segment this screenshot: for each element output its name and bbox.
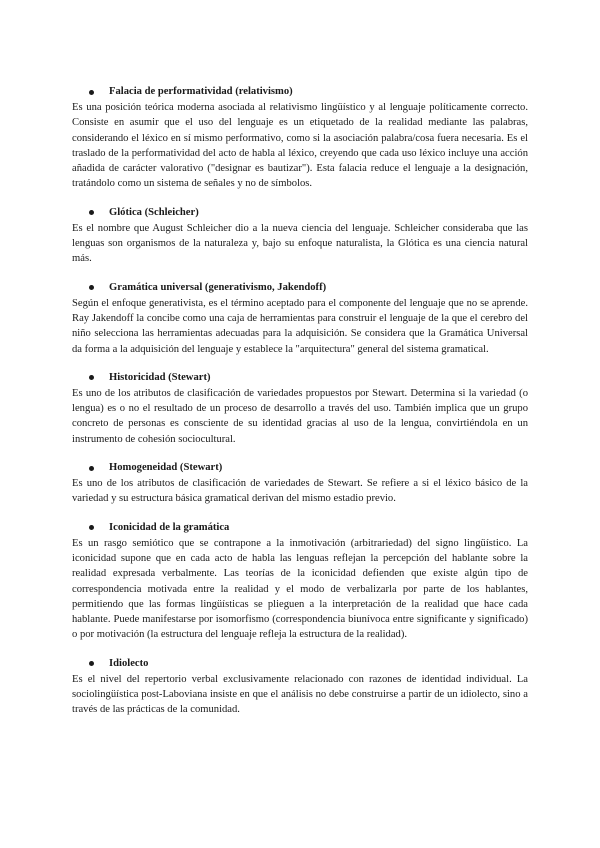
entry-heading [72, 520, 528, 536]
entry-term: Iconicidad de la gramática [109, 521, 230, 533]
glossary-entry [72, 520, 528, 643]
entry-heading [72, 205, 528, 221]
entry-term: Falacia de performatividad (relativismo) [109, 86, 293, 98]
glossary-entry [72, 656, 528, 718]
bullet-icon [89, 661, 94, 666]
bullet-icon [89, 210, 94, 215]
glossary-entry [72, 84, 528, 192]
bullet-icon [89, 375, 94, 380]
entry-heading [72, 656, 528, 672]
document-page [72, 84, 528, 731]
entry-term: Idiolecto [109, 658, 149, 670]
entry-term: Gramática universal (generativismo, Jakendoff) [109, 282, 327, 294]
entry-term: Glótica (Schleicher) [109, 207, 199, 219]
entry-definition: Es uno de los atributos de clasificación de variedades propuestos por Stewart. Determina si la variedad (o lengua) es o no el resultado de un proceso de desarrollo a través del uso. También implica que un grupo concreto de personas es consciente de su identidad gracias al uso de la lengua, convirtiéndola en un instrumento de cohesión sociocultural. [72, 387, 528, 445]
entry-heading [72, 370, 528, 386]
entry-definition: Según el enfoque generativista, es el término aceptado para el componente del lenguaje que no se aprende. Ray Jakendoff la concibe como una caja de herramientas para construir el lenguaje de la que el cerebro del niño selecciona las herramientas adecuadas para la adquisición. Se considera que la Gramática Universal da forma a la adquisición del lenguaje y establece la "arquitectura" general del sistema gramatical. [72, 297, 528, 355]
entry-term: Historicidad (Stewart) [109, 372, 211, 384]
entry-definition: Es uno de los atributos de clasificación de variedades de Stewart. Se refiere a si el léxico básico de la variedad y su estructura básica gramatical derivan del mismo estadio previo. [72, 478, 528, 505]
entry-heading [72, 280, 528, 296]
entry-definition: Es una posición teórica moderna asociada al relativismo lingüístico y al lenguaje políticamente correcto. Consiste en asumir que el uso del lenguaje es un etiquetado de la realidad mediante las palabras, considerando el léxico en sí mismo performativo, como si la asociación palabra/cosa fuera necesaria. Es el traslado de la performatividad del acto de habla al léxico, creyendo que cada uso léxico incluye una acción añadida de carácter valorativo ("designar es bautizar"). Esta falacia reduce el lenguaje a la designación, tratándolo como un sistema de señales y no de símbolos. [72, 102, 528, 190]
entry-heading [72, 84, 528, 100]
glossary-entry [72, 205, 528, 267]
glossary-entry [72, 460, 528, 507]
bullet-icon [89, 285, 94, 290]
entry-definition: Es el nivel del repertorio verbal exclusivamente relacionado con razones de identidad individual. La sociolingüística post-Laboviana insiste en que el análisis no debe construirse a partir de un idiolecto, sino a través de las prácticas de la comunidad. [72, 673, 528, 716]
bullet-icon [89, 90, 94, 95]
entry-definition: Es un rasgo semiótico que se contrapone a la inmotivación (arbitrariedad) del signo lingüístico. La iconicidad supone que en cada acto de habla las lenguas reflejan la percepción del hablante sobre la realidad expresada verbalmente. Las teorías de la iconicidad defienden que existe algún tipo de correspondencia motivada entre la realidad y el modo de verbalizarla por parte de los hablantes, permitiendo que las formas lingüísticas se plieguen a la interpretación de la realidad que hace cada hablante. Puede manifestarse por isomorfismo (correspondencia biunívoca entre significante y significado) o por motivación (la estructura del lenguaje refleja la estructura de la realidad). [72, 537, 528, 641]
bullet-icon [89, 525, 94, 530]
entry-heading [72, 460, 528, 476]
glossary-entry [72, 280, 528, 357]
entry-definition: Es el nombre que August Schleicher dio a la nueva ciencia del lenguaje. Schleicher consideraba que las lenguas son organismos de la naturaleza y, bajo su enfoque naturalista, la Glótica es una ciencia natural más. [72, 222, 528, 265]
entry-term: Homogeneidad (Stewart) [109, 462, 223, 474]
bullet-icon [89, 466, 94, 471]
glossary-entry [72, 370, 528, 447]
